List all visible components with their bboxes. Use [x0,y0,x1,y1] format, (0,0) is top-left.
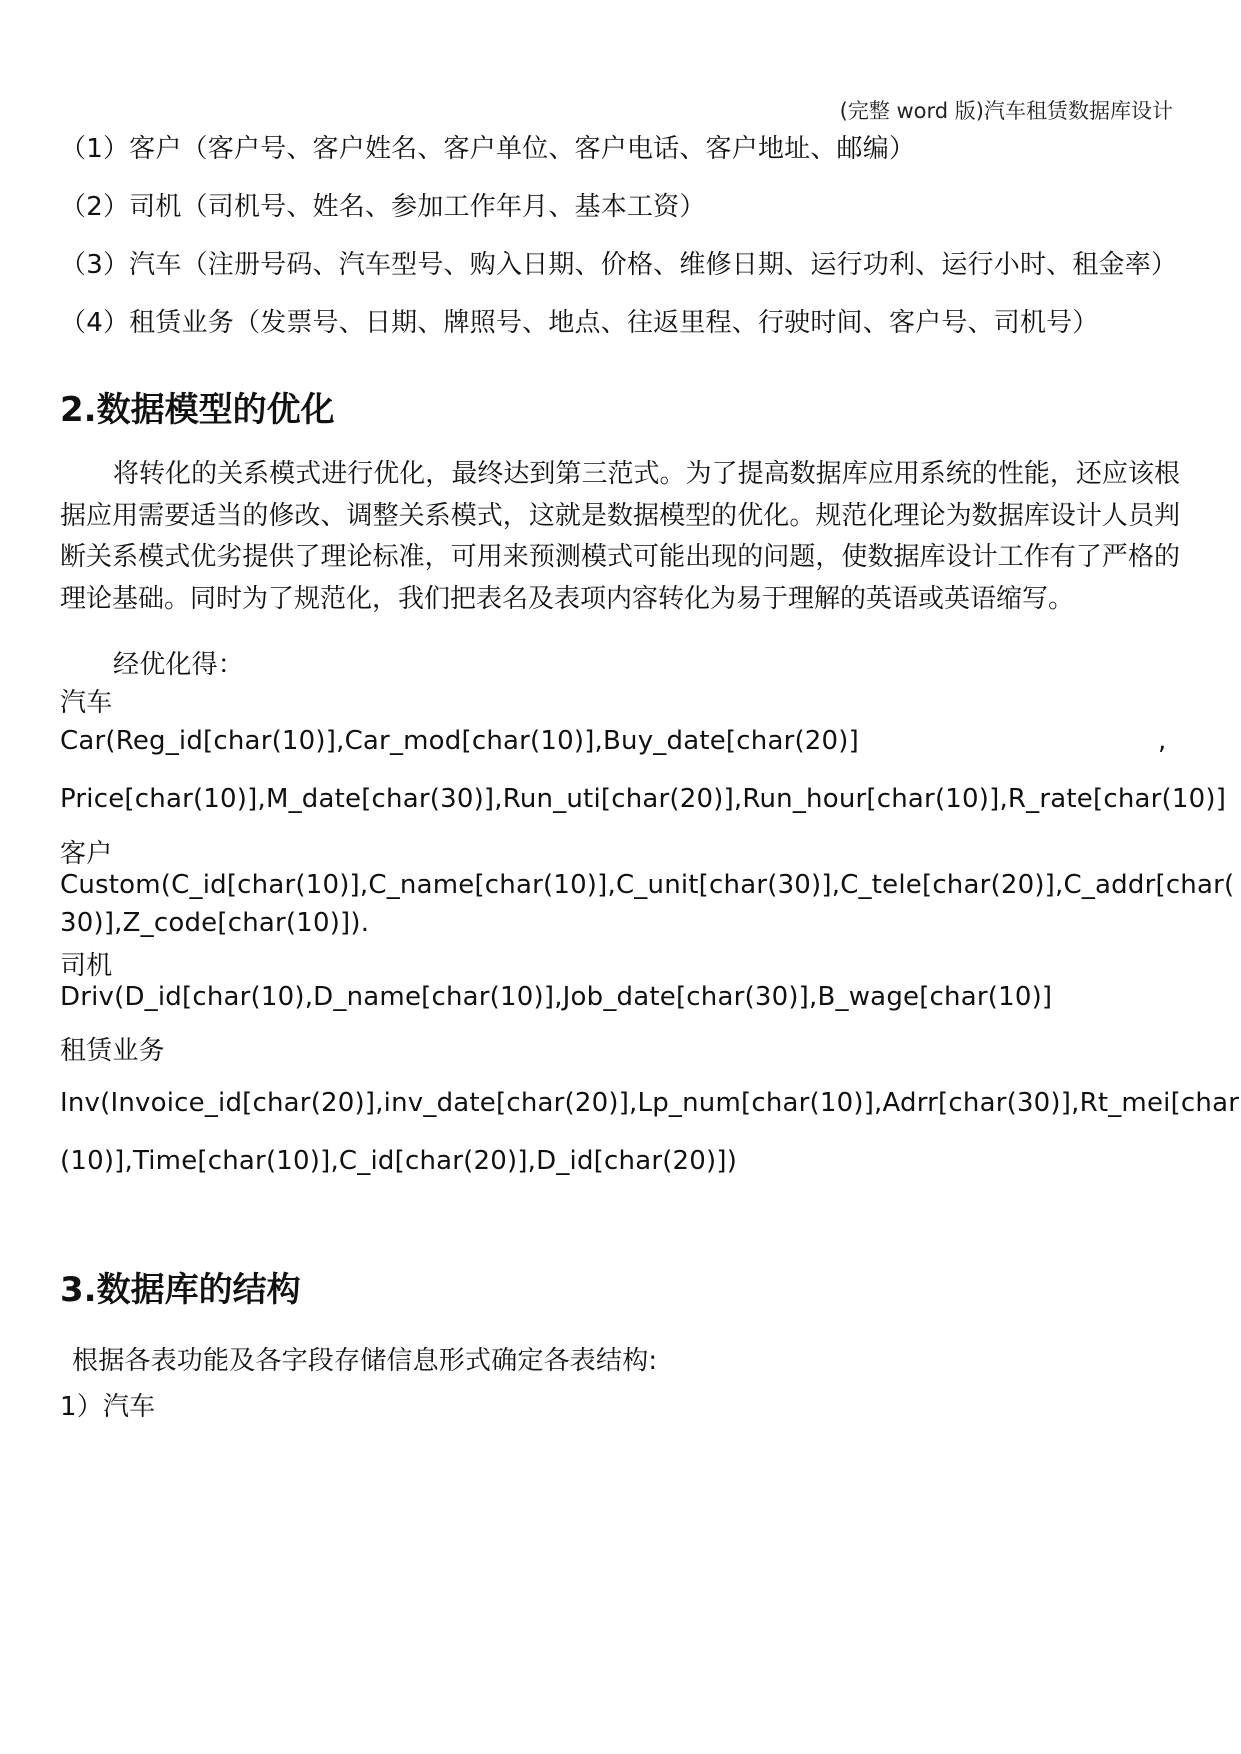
structure-intro: 根据各表功能及各字段存储信息形式确定各表结构: [72,1346,658,1376]
rental-label: 租赁业务 [60,1036,165,1066]
driver-schema-line: Driv(D_id[char(10),D_name[char(10)],Job_date[char(30)],B_wage[char(10)] [60,982,1053,1012]
rental-schema-line-1: Inv(Invoice_id[char(20)],inv_date[char(20)],Lp_num[char(10)],Adrr[char(30)],Rt_mei[char [60,1088,1240,1118]
car-label: 汽车 [60,688,113,718]
customer-schema-line-2: 30)],Z_code[char(10)]). [60,908,370,938]
customer-label: 客户 [60,839,113,869]
customer-schema-line-1: Custom(C_id[char(10)],C_name[char(10)],C_unit[char(30)],C_tele[char(20)],C_addr[char( [60,870,1235,900]
result-intro: 经优化得： [113,650,245,680]
running-header: (完整 word 版)汽车租赁数据库设计 [839,99,1173,123]
driver-label: 司机 [60,951,113,981]
entity-car: （3）汽车（注册号码、汽车型号、购入日期、价格、维修日期、运行功利、运行小时、租金率） [60,250,1178,280]
rental-schema-line-2: (10)],Time[char(10)],C_id[char(20)],D_id[char(20)]) [60,1146,738,1176]
entity-driver: （2）司机（司机号、姓名、参加工作年月、基本工资） [60,192,706,222]
structure-item-car: 1）汽车 [60,1392,156,1422]
section-heading-3: 3.数据库的结构 [60,1270,301,1310]
car-schema-line-2: Price[char(10)],M_date[char(30)],Run_uti[char(20)],Run_hour[char(10)],R_rate[char(10)] [60,784,1227,814]
entity-customer: （1）客户（客户号、客户姓名、客户单位、客户电话、客户地址、邮编） [60,134,916,164]
section-heading-2: 2.数据模型的优化 [60,390,335,430]
optimization-paragraph: 将转化的关系模式进行优化，最终达到第三范式。为了提高数据库应用系统的性能，还应该根据应用需要适当的修改、调整关系模式，这就是数据模型的优化。规范化理论为数据库设计人员判断关系模式优劣提供了理论标准，可用来预测模式可能出现的问题，使数据库设计工作有了严格的理论基础。同时为了规范化，我们把表名及表项内容转化为易于理解的英语或英语缩写。 [60,459,1180,614]
entity-rental: （4）租赁业务（发票号、日期、牌照号、地点、往返里程、行驶时间、客户号、司机号） [60,308,1099,338]
car-schema-comma: , [1158,726,1167,756]
car-schema-line-1: Car(Reg_id[char(10)],Car_mod[char(10)],Buy_date[char(20)] [60,726,859,756]
